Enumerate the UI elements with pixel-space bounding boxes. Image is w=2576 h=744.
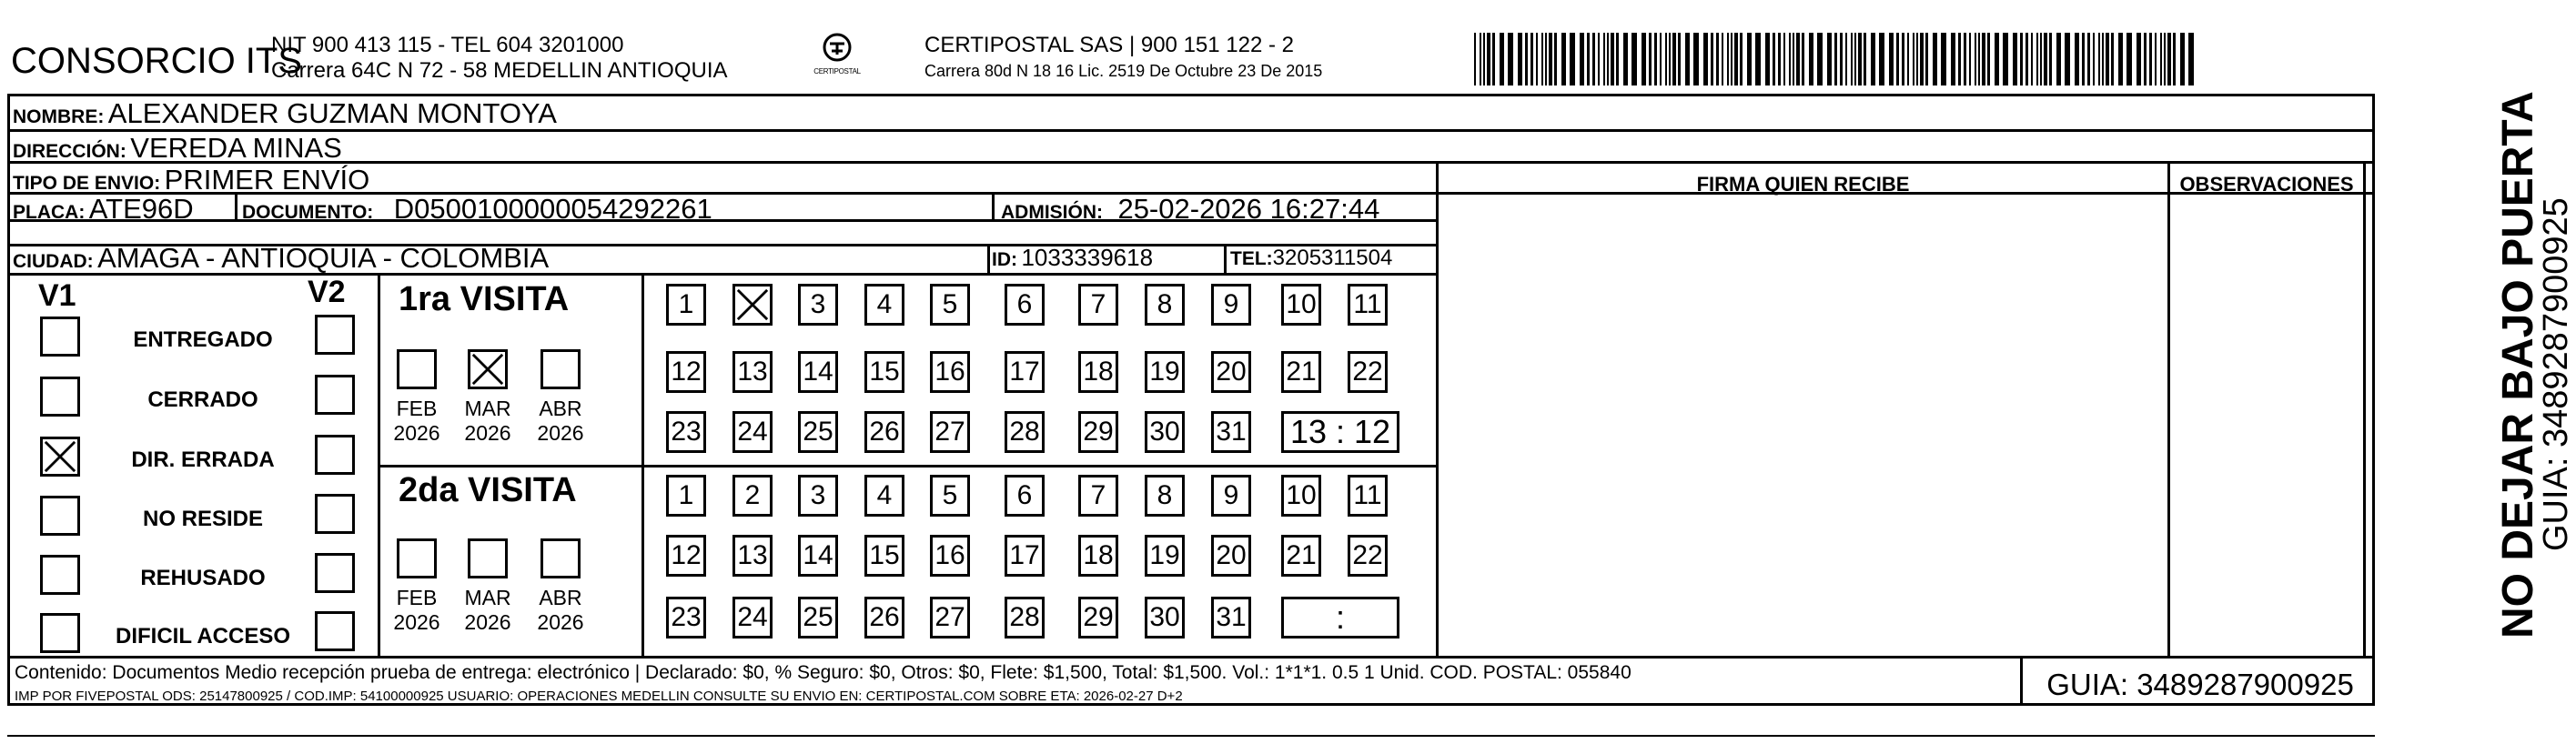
nombre-label: NOMBRE: <box>13 106 105 127</box>
direccion-value: VEREDA MINAS <box>130 132 342 164</box>
v1-checkbox[interactable] <box>40 613 80 653</box>
barcode-bar <box>1755 33 1761 85</box>
month-name: FEB <box>396 397 438 420</box>
admision-field <box>1001 193 1379 226</box>
no-dejar-warning: NO DEJAR BAJO PUERTA <box>2494 91 2542 638</box>
month-checkbox-abr[interactable] <box>540 349 581 389</box>
barcode-bar <box>2093 33 2095 85</box>
day-box[interactable]: 17 <box>1005 535 1045 577</box>
barcode-bar <box>1896 33 1899 85</box>
status-label: CERRADO <box>147 387 258 412</box>
courier-address: Carrera 80d N 18 16 Lic. 2519 De Octubre 23 De 2015 <box>924 62 1323 80</box>
day-box[interactable]: 21 <box>1281 535 1321 577</box>
footer-imp: IMP POR FIVEPOSTAL ODS: 25147800925 / COD.IMP: 54100000925 USUARIO: OPERACIONES MEDELLIN CONSULTE SU ENVIO EN: CERTIPOSTAL.COM SOBRE ETA: 2026-02-27 D+2 <box>15 689 1183 704</box>
barcode-bar <box>2102 33 2104 85</box>
day-box[interactable]: 19 <box>1145 351 1185 393</box>
month-label <box>533 397 588 446</box>
day-box[interactable]: 16 <box>930 351 970 393</box>
barcode-bar <box>1492 33 1495 85</box>
barcode-bar <box>1858 33 1862 85</box>
barcode-bar <box>1716 33 1719 85</box>
month-year: 2026 <box>393 610 440 634</box>
nombre-value: ALEXANDER GUZMAN MONTOYA <box>107 97 557 129</box>
barcode-bar <box>1773 33 1775 85</box>
month-label <box>460 397 515 446</box>
month-year: 2026 <box>393 421 440 445</box>
barcode-bar <box>2040 33 2042 85</box>
barcode-bar <box>1871 33 1875 85</box>
admision-label: ADMISIÓN: <box>1001 202 1103 223</box>
day-box[interactable]: 26 <box>864 411 904 453</box>
v2-checkbox[interactable] <box>315 553 355 593</box>
month-name: MAR <box>464 397 511 420</box>
barcode-bar <box>1916 33 1918 85</box>
day-box[interactable]: 12 <box>666 351 706 393</box>
month-name: FEB <box>396 586 438 609</box>
placa-value: ATE96D <box>88 193 194 225</box>
v1-checkbox[interactable] <box>40 317 80 357</box>
month-checkbox-mar[interactable] <box>468 538 508 578</box>
barcode-bar <box>1879 33 1884 85</box>
day-box[interactable]: 7 <box>1078 475 1118 517</box>
guia-box: GUIA: 3489287900925 <box>2046 668 2354 701</box>
month-checkbox-abr[interactable] <box>540 538 581 578</box>
month-label <box>533 586 588 635</box>
barcode-bar <box>1941 33 1946 85</box>
barcode-bar <box>1672 33 1676 85</box>
day-box[interactable]: 5 <box>930 475 970 517</box>
barcode-bar <box>1598 33 1600 85</box>
tel-value: 3205311504 <box>1272 246 1393 270</box>
barcode-bar <box>1703 33 1708 85</box>
barcode-bar <box>2031 33 2033 85</box>
tel-label: TEL: <box>1230 248 1273 269</box>
barcode-bar <box>2065 33 2070 85</box>
tel-field <box>1230 246 1392 271</box>
barcode-bar <box>1607 33 1609 85</box>
company-name: CONSORCIO ITS <box>11 41 303 81</box>
day-box[interactable]: 27 <box>930 411 970 453</box>
barcode-bar <box>1508 33 1513 85</box>
tipo-row <box>13 164 369 196</box>
id-label: ID: <box>992 249 1017 270</box>
month-year: 2026 <box>537 421 584 445</box>
day-box[interactable] <box>732 284 773 326</box>
barcode-bar <box>1958 33 1961 85</box>
barcode-bar <box>1487 33 1490 85</box>
day-box[interactable]: 13 <box>732 535 773 577</box>
barcode-bar <box>1570 33 1575 85</box>
barcode-bar <box>1642 33 1646 85</box>
barcode-bar <box>1474 33 1476 85</box>
barcode-bar <box>1678 33 1681 85</box>
id-field <box>992 244 1153 272</box>
barcode-bar <box>1975 33 1976 85</box>
documento-field <box>242 193 712 226</box>
day-box[interactable]: 25 <box>798 597 838 638</box>
day-box[interactable]: 20 <box>1211 351 1251 393</box>
barcode-bar <box>1951 33 1955 85</box>
barcode-bar <box>2137 33 2141 85</box>
month-label <box>389 397 444 446</box>
barcode-bar <box>1649 33 1652 85</box>
day-box[interactable]: 10 <box>1281 284 1321 326</box>
first-visit-title: 1ra VISITA <box>399 280 570 318</box>
barcode-bar <box>1783 33 1785 85</box>
barcode-bar <box>1978 33 1980 85</box>
barcode-bar <box>1580 33 1584 85</box>
documento-label: DOCUMENTO: <box>242 202 374 223</box>
barcode-bar <box>1889 33 1894 85</box>
barcode-bar <box>1851 33 1853 85</box>
placa-label: PLACA: <box>13 202 86 223</box>
barcode-bar <box>1834 33 1837 85</box>
day-box[interactable]: 8 <box>1145 475 1185 517</box>
barcode-bar <box>1483 33 1485 85</box>
day-box[interactable]: 31 <box>1211 597 1251 638</box>
barcode-bar <box>1525 33 1528 85</box>
day-box[interactable]: 3 <box>798 284 838 326</box>
day-box[interactable]: 14 <box>798 535 838 577</box>
company-nit: NIT 900 413 115 - TEL 604 3201000 <box>271 33 624 57</box>
barcode-bar <box>1778 33 1781 85</box>
day-box[interactable]: 29 <box>1078 597 1118 638</box>
day-box[interactable]: 21 <box>1281 351 1321 393</box>
day-box[interactable]: 24 <box>732 411 773 453</box>
barcode-bar <box>1603 33 1605 85</box>
day-box[interactable]: 14 <box>798 351 838 393</box>
day-box[interactable]: 4 <box>864 284 904 326</box>
day-box[interactable]: 4 <box>864 475 904 517</box>
barcode-bar <box>1933 33 1937 85</box>
admision-value: 25-02-2026 16:27:44 <box>1117 193 1380 225</box>
barcode-bar <box>1500 33 1504 85</box>
month-year: 2026 <box>464 610 511 634</box>
status-label: DIR. ERRADA <box>131 447 275 472</box>
month-name: MAR <box>464 586 511 609</box>
day-box[interactable]: 7 <box>1078 284 1118 326</box>
barcode-bar <box>1631 33 1637 85</box>
barcode-bar <box>1530 33 1533 85</box>
v2-checkbox[interactable] <box>315 375 355 415</box>
barcode-bar <box>1920 33 1924 85</box>
barcode-bar <box>1554 33 1557 85</box>
day-box[interactable]: 3 <box>798 475 838 517</box>
barcode-bar <box>1845 33 1847 85</box>
courier-info: CERTIPOSTAL SAS | 900 151 122 - 2 <box>924 33 1294 57</box>
barcode-bar <box>1827 33 1832 85</box>
day-box[interactable]: 10 <box>1281 475 1321 517</box>
month-label <box>389 586 444 635</box>
day-box[interactable]: 15 <box>864 535 904 577</box>
day-box[interactable]: 6 <box>1005 475 1045 517</box>
direccion-label: DIRECCIÓN: <box>13 141 126 162</box>
v2-checkbox[interactable] <box>315 435 355 475</box>
day-box[interactable]: 11 <box>1348 475 1388 517</box>
barcode-bar <box>2180 33 2185 85</box>
side-guia: GUIA: 3489287900925 <box>2537 197 2575 551</box>
barcode-bar <box>1854 33 1856 85</box>
day-box[interactable]: 15 <box>864 351 904 393</box>
day-box[interactable]: 11 <box>1348 284 1388 326</box>
month-name: ABR <box>539 397 582 420</box>
barcode-bar <box>1592 33 1595 85</box>
barcode-bar <box>1796 33 1800 85</box>
tipo-value: PRIMER ENVÍO <box>164 164 370 196</box>
barcode-bar <box>1616 33 1619 85</box>
day-box[interactable]: 1 <box>666 284 706 326</box>
barcode-bar <box>1840 33 1843 85</box>
day-box[interactable]: 28 <box>1005 411 1045 453</box>
visit-time-box[interactable]: 13 : 12 <box>1281 411 1399 453</box>
barcode-bar <box>1913 33 1914 85</box>
day-box[interactable]: 31 <box>1211 411 1251 453</box>
barcode-bar <box>2126 33 2132 85</box>
v1-checkbox[interactable] <box>40 555 80 595</box>
barcode-bar <box>1685 33 1690 85</box>
ciudad-value: AMAGA - ANTIOQUIA - COLOMBIA <box>97 242 550 274</box>
day-box[interactable]: 29 <box>1078 411 1118 453</box>
barcode-bar <box>2013 33 2017 85</box>
day-box[interactable]: 1 <box>666 475 706 517</box>
barcode-bar <box>1665 33 1667 85</box>
barcode-bar <box>2003 33 2008 85</box>
barcode-bar <box>1925 33 1928 85</box>
day-box[interactable]: 25 <box>798 411 838 453</box>
company-address: Carrera 64C N 72 - 58 MEDELLIN ANTIOQUIA <box>271 58 728 83</box>
barcode-bar <box>2188 33 2194 85</box>
ciudad-label: CIUDAD: <box>13 251 94 272</box>
barcode-bar <box>1711 33 1713 85</box>
barcode-bar <box>1480 33 1481 85</box>
barcode-bar <box>2098 33 2100 85</box>
barcode-bar <box>1964 33 1966 85</box>
barcode-bar <box>1982 33 1985 85</box>
barcode-bar <box>2160 33 2162 85</box>
barcode-bar <box>1747 33 1752 85</box>
barcode-bar <box>1864 33 1866 85</box>
month-label <box>460 586 515 635</box>
documento-value: D0500100000054292261 <box>393 193 712 225</box>
barcode-bar <box>1541 33 1543 85</box>
barcode-bar <box>1802 33 1804 85</box>
day-box[interactable]: 9 <box>1211 475 1251 517</box>
day-box[interactable]: 23 <box>666 411 706 453</box>
day-box[interactable]: 18 <box>1078 535 1118 577</box>
barcode-bar <box>2025 33 2028 85</box>
barcode-bar <box>1995 33 1999 85</box>
barcode-bar <box>1817 33 1823 85</box>
visit-time-box[interactable]: : <box>1281 597 1399 638</box>
barcode-bar <box>2144 33 2147 85</box>
barcode-bar <box>1722 33 1723 85</box>
month-name: ABR <box>539 586 582 609</box>
day-box[interactable]: 12 <box>666 535 706 577</box>
status-label: REHUSADO <box>140 566 266 590</box>
day-box[interactable]: 6 <box>1005 284 1045 326</box>
barcode-bar <box>1907 33 1909 85</box>
v1-checkbox[interactable] <box>40 377 80 417</box>
day-box[interactable]: 24 <box>732 597 773 638</box>
day-box[interactable]: 26 <box>864 597 904 638</box>
barcode-bar <box>1731 33 1732 85</box>
v1-checkbox[interactable] <box>40 496 80 536</box>
barcode-bar <box>2155 33 2157 85</box>
v1-header: V1 <box>38 278 76 313</box>
barcode-bar <box>2020 33 2023 85</box>
logo-text: CERTIPOSTAL <box>813 67 861 75</box>
v1-checkbox[interactable] <box>40 437 80 477</box>
day-box[interactable]: 20 <box>1211 535 1251 577</box>
v2-checkbox[interactable] <box>315 315 355 355</box>
day-box[interactable]: 23 <box>666 597 706 638</box>
tipo-label: TIPO DE ENVIO: <box>13 173 161 194</box>
barcode-bar <box>1669 33 1671 85</box>
v2-header: V2 <box>308 275 346 309</box>
v2-checkbox[interactable] <box>315 611 355 651</box>
barcode-bar <box>1727 33 1729 85</box>
barcode-bar <box>2044 33 2047 85</box>
month-checkbox-feb[interactable] <box>397 349 437 389</box>
certipostal-logo <box>801 31 874 82</box>
day-box[interactable]: 17 <box>1005 351 1045 393</box>
v2-checkbox[interactable] <box>315 494 355 534</box>
barcode-bar <box>2149 33 2152 85</box>
direccion-row <box>13 132 342 165</box>
status-label: DIFICIL ACCESO <box>115 624 290 648</box>
barcode-bar <box>2173 33 2176 85</box>
barcode-bar <box>2075 33 2079 85</box>
day-box[interactable]: 18 <box>1078 351 1118 393</box>
second-visit-title: 2da VISITA <box>399 471 577 509</box>
barcode-bar <box>1518 33 1522 85</box>
barcode-bar <box>2111 33 2114 85</box>
day-box[interactable]: 9 <box>1211 284 1251 326</box>
month-year: 2026 <box>464 421 511 445</box>
day-box[interactable]: 16 <box>930 535 970 577</box>
observaciones-label: OBSERVACIONES <box>2179 173 2354 196</box>
barcode-bar <box>2082 33 2085 85</box>
barcode-bar <box>1740 33 1743 85</box>
barcode-bar <box>1987 33 1990 85</box>
barcode-bar <box>2049 33 2052 85</box>
barcode-bar <box>1587 33 1590 85</box>
day-box[interactable]: 22 <box>1348 351 1388 393</box>
barcode-bar <box>1789 33 1791 85</box>
day-box[interactable]: 30 <box>1145 597 1185 638</box>
barcode-bar <box>1660 33 1662 85</box>
barcode-bar <box>1693 33 1699 85</box>
day-box[interactable]: 13 <box>732 351 773 393</box>
status-label: NO RESIDE <box>142 507 264 531</box>
day-box[interactable]: 2 <box>732 475 773 517</box>
barcode-bar <box>2118 33 2123 85</box>
barcode-bar <box>1654 33 1657 85</box>
barcode <box>1474 33 2202 85</box>
placa-row <box>13 193 194 226</box>
firma-label: FIRMA QUIEN RECIBE <box>1696 173 1910 196</box>
barcode-bar <box>1969 33 1971 85</box>
day-box[interactable]: 27 <box>930 597 970 638</box>
day-box[interactable]: 30 <box>1145 411 1185 453</box>
barcode-bar <box>1809 33 1813 85</box>
barcode-bar <box>1549 33 1552 85</box>
nombre-row <box>13 97 557 130</box>
barcode-bar <box>1561 33 1566 85</box>
month-checkbox-mar[interactable] <box>468 349 508 389</box>
barcode-bar <box>1545 33 1547 85</box>
day-box[interactable]: 22 <box>1348 535 1388 577</box>
ciudad-row <box>13 242 549 275</box>
day-box[interactable]: 5 <box>930 284 970 326</box>
month-year: 2026 <box>537 610 584 634</box>
barcode-bar <box>1536 33 1538 85</box>
barcode-bar <box>2164 33 2166 85</box>
status-label: ENTREGADO <box>133 327 273 352</box>
barcode-bar <box>1623 33 1628 85</box>
day-box[interactable]: 19 <box>1145 535 1185 577</box>
barcode-bar <box>2167 33 2171 85</box>
month-checkbox-feb[interactable] <box>397 538 437 578</box>
barcode-bar <box>2036 33 2038 85</box>
barcode-bar <box>1793 33 1794 85</box>
barcode-bar <box>1902 33 1904 85</box>
barcode-bar <box>2056 33 2061 85</box>
barcode-bar <box>2106 33 2109 85</box>
day-box[interactable]: 28 <box>1005 597 1045 638</box>
barcode-bar <box>1734 33 1738 85</box>
barcode-bar <box>2087 33 2090 85</box>
barcode-bar <box>1611 33 1614 85</box>
day-box[interactable]: 8 <box>1145 284 1185 326</box>
barcode-bar <box>1765 33 1770 85</box>
footer-contenido: Contenido: Documentos Medio recepción prueba de entrega: electrónico | Declarado: $0, % Seguro: $0, Otros: $0, Flete: $1,500, Total: $1,500. Vol.: 1*1*1. 0.5 1 Unid. COD. POSTAL: 055840 <box>15 662 1631 683</box>
id-value: 1033339618 <box>1021 244 1154 271</box>
